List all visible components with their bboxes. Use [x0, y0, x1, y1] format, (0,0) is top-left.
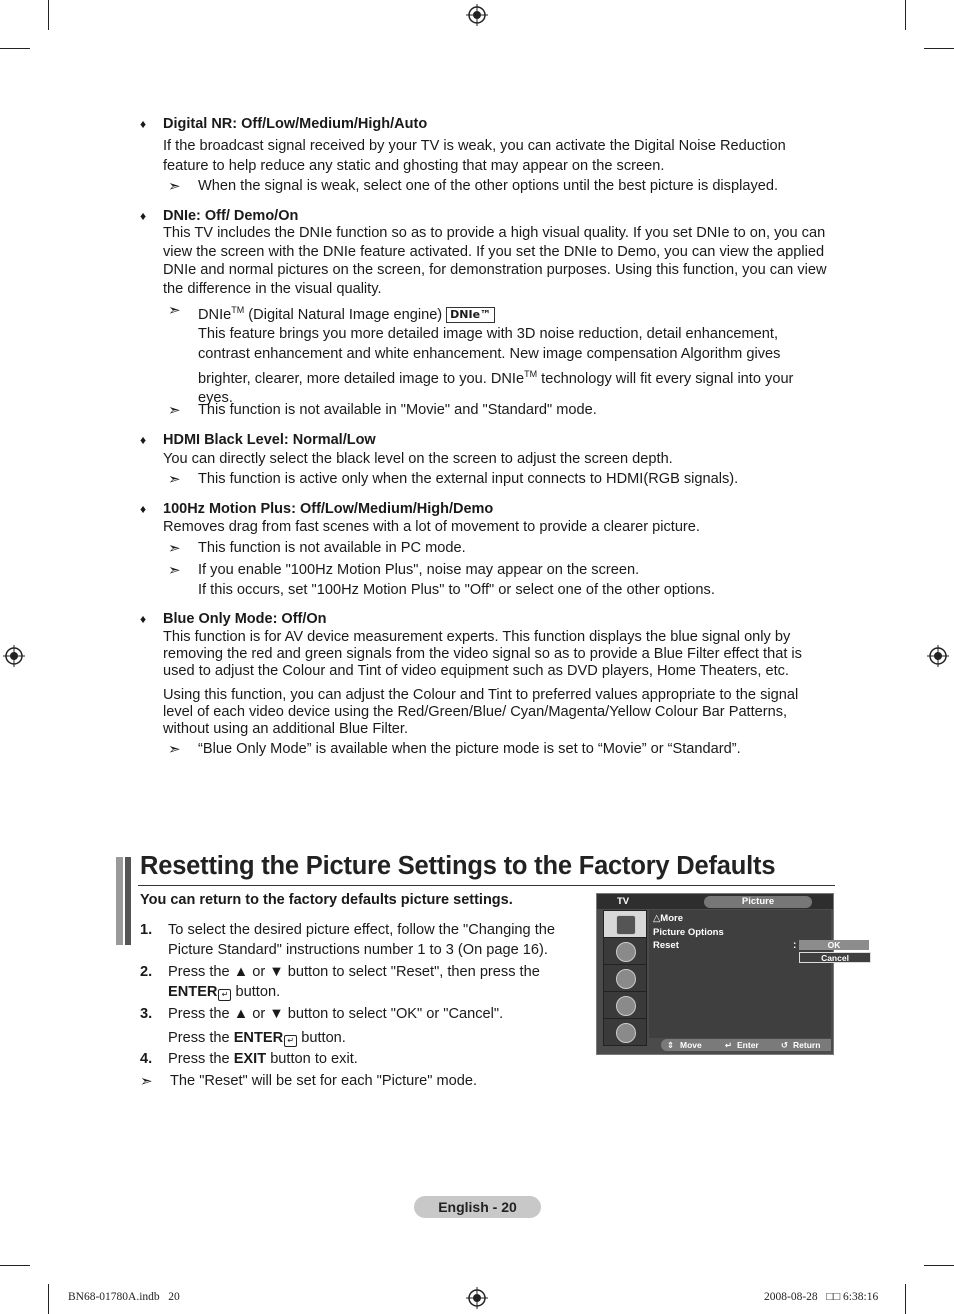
tv-tab-picture: Picture: [704, 896, 812, 908]
enter-icon: ↵: [725, 1040, 733, 1050]
hdmi-heading: ♦ HDMI Black Level: Normal/Low: [140, 432, 376, 448]
crop-mark: [924, 48, 954, 49]
picture-menu-icon: [603, 910, 647, 938]
step-1: 1. To select the desired picture effect, follow the "Changing the Picture Standard" instructions number 1 to 3 (On page 16).: [140, 922, 556, 958]
tv-menu-screenshot: [596, 893, 849, 1055]
note-arrow-icon: ➣: [168, 178, 181, 195]
crop-mark: [905, 0, 906, 30]
note-arrow-icon: ➣: [168, 540, 181, 557]
motion-plus-note-2: ➣ If you enable "100Hz Motion Plus", noise may appear on the screen. If this occurs, set "100Hz Motion Plus" to "Off" or select one of the other options.: [168, 562, 715, 598]
section-title: Resetting the Picture Settings to the Factory Defaults: [140, 852, 776, 880]
blue-only-note: ➣ “Blue Only Mode” is available when the picture mode is set to “Movie” or “Standard”.: [168, 741, 741, 758]
hint-move: Move: [680, 1040, 702, 1050]
sound-menu-icon: [603, 937, 647, 965]
digital-nr-text: If the broadcast signal received by your TV is weak, you can activate the Digital Noise Reduction feature to help reduce any static and ghosting that may appear on the screen.: [163, 138, 786, 174]
enter-key-icon: ↵: [218, 989, 231, 1001]
enter-key-icon: ↵: [284, 1035, 297, 1047]
digital-nr-heading: ♦ Digital NR: Off/Low/Medium/High/Auto: [140, 116, 428, 132]
tv-menu-sidebar: [599, 910, 647, 1048]
tv-menu-header: [597, 894, 833, 909]
blue-only-text-1: This function is for AV device measurement experts. This function displays the blue signal only by removing the red and green signals from the video signal so as to provide a Blue Filter effect that is used to adjust the Colour and Tint of video equipment such as DVD players, Home Theaters, etc.: [163, 629, 802, 680]
note-arrow-icon: ➣: [168, 741, 181, 758]
crop-mark: [0, 1265, 30, 1266]
motion-plus-heading: ♦ 100Hz Motion Plus: Off/Low/Medium/High/Demo: [140, 501, 494, 517]
move-icon: ⇕: [667, 1040, 675, 1050]
blue-only-heading: ♦ Blue Only Mode: Off/On: [140, 611, 327, 627]
section-bar: [116, 857, 123, 945]
crop-mark: [48, 0, 49, 30]
crop-mark: [48, 1284, 49, 1314]
dnie-heading: ♦ DNIe: Off/ Demo/On: [140, 208, 299, 224]
registration-mark-icon: [3, 645, 25, 667]
step-2: 2. Press the ▲ or ▼ button to select "Reset", then press the ENTER ↵ button.: [140, 964, 540, 1000]
crop-mark: [924, 1265, 954, 1266]
page-number: English - 20: [414, 1196, 541, 1218]
menu-item-reset: Reset: [653, 940, 679, 951]
note-arrow-icon: ➣: [168, 562, 181, 579]
note-arrow-icon: ➣: [168, 471, 181, 488]
diamond-bullet-icon: ♦: [140, 502, 147, 516]
section-bar: [125, 857, 131, 945]
dnie-logo: DNIe™: [446, 307, 495, 323]
blue-only-text-2: Using this function, you can adjust the Colour and Tint to preferred values appropriate to the signal level of each video device using the Red/Green/Blue/ Cyan/Magenta/Yellow Colour Bar Patterns, without using an additional Blue Filter.: [163, 687, 799, 738]
note-arrow-icon: ➣: [168, 302, 181, 319]
crop-mark: [905, 1284, 906, 1314]
ok-option: OK: [799, 940, 869, 950]
dnie-note-1: ➣ DNIe™ (Digital Natural Image engine) DNIe™ This feature brings you more detailed image with 3D noise reduction, detail enhancement, contrast enhancement and white enhancement. New image compensation Algorithm gives brighter, clearer, more detailed image to you. DNIe™ technology will fit every signal into your eyes.: [168, 302, 794, 407]
tv-menu-content: △More Picture Options Reset : OK Cancel: [649, 910, 831, 1038]
hint-return: Return: [793, 1040, 821, 1050]
menu-item-more: △More: [653, 913, 684, 924]
input-menu-icon: [603, 1018, 647, 1046]
crop-mark: [0, 48, 30, 49]
registration-mark-icon: [466, 4, 488, 26]
setup-menu-icon: [603, 991, 647, 1019]
motion-plus-note-1: ➣ This function is not available in PC mode.: [168, 540, 466, 557]
dnie-note-2: ➣ This function is not available in "Movie" and "Standard" mode.: [168, 402, 597, 419]
channel-menu-icon: [603, 964, 647, 992]
file-imprint: BN68-01780A.indb 20: [68, 1291, 180, 1303]
section-subtitle: You can return to the factory defaults picture settings.: [140, 892, 513, 908]
diamond-bullet-icon: ♦: [140, 433, 147, 447]
motion-plus-text: Removes drag from fast scenes with a lot of movement to provide a clearer picture.: [163, 519, 700, 535]
hdmi-text: You can directly select the black level on the screen to adjust the screen depth.: [163, 451, 673, 467]
step-4: 4. Press the EXIT button to exit.: [140, 1051, 358, 1067]
diamond-bullet-icon: ♦: [140, 117, 147, 131]
step-3: 3. Press the ▲ or ▼ button to select "OK" or "Cancel". Press the ENTER ↵ button.: [140, 1006, 504, 1046]
menu-item-picture-options: Picture Options: [653, 927, 724, 938]
hdmi-note: ➣ This function is active only when the external input connects to HDMI(RGB signals).: [168, 471, 739, 488]
digital-nr-note: ➣ When the signal is weak, select one of the other options until the best picture is displayed.: [168, 178, 779, 195]
tv-label: TV: [617, 896, 630, 907]
diamond-bullet-icon: ♦: [140, 209, 147, 223]
return-icon: ↺: [781, 1040, 789, 1050]
tv-menu-hints: [661, 1039, 831, 1051]
dnie-text: This TV includes the DNIe function so as to provide a high visual quality. If you set DNIe to on, you can view the screen with the DNIe feature activated. If you set the DNIe to Demo, you can view the applied DNIe and normal pictures on the screen, for demonstration purposes. Using this function, you can view the difference in the visual quality.: [163, 225, 827, 297]
timestamp-imprint: 2008-08-28 □□ 6:38:16: [764, 1291, 879, 1303]
note-arrow-icon: ➣: [140, 1073, 153, 1090]
hint-enter: Enter: [737, 1040, 759, 1050]
section-rule: [138, 885, 835, 886]
registration-mark-icon: [927, 645, 949, 667]
section-note: ➣ The "Reset" will be set for each "Picture" mode.: [140, 1073, 478, 1090]
note-arrow-icon: ➣: [168, 402, 181, 419]
registration-mark-icon: [466, 1287, 488, 1309]
cancel-option: Cancel: [799, 952, 871, 963]
diamond-bullet-icon: ♦: [140, 612, 147, 626]
